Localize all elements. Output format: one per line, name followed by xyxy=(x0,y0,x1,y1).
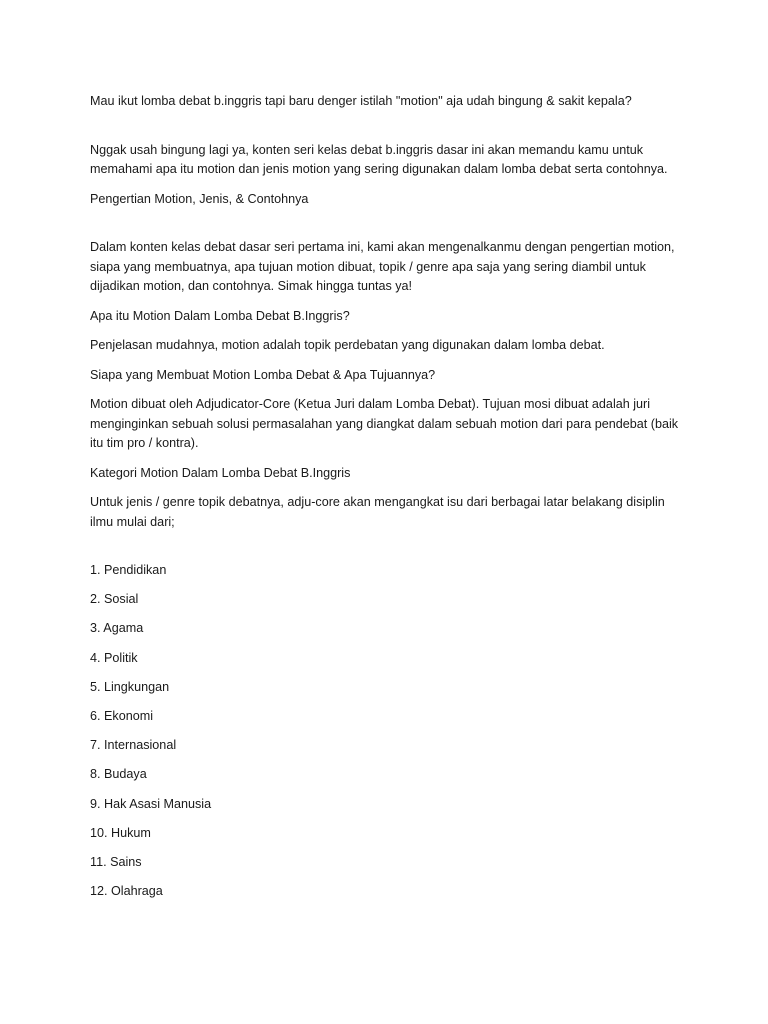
list-item: 2. Sosial xyxy=(90,592,139,607)
list-item: 7. Internasional xyxy=(90,738,177,753)
list-item: 3. Agama xyxy=(90,621,144,636)
answer-category: Untuk jenis / genre topik debatnya, adju-core akan mengangkat isu dari berbagai latar belakang disiplin ilmu mulai dari; xyxy=(90,495,665,529)
list-item: 8. Budaya xyxy=(90,767,147,782)
list-item: 11. Sains xyxy=(90,854,142,869)
heading-category: Kategori Motion Dalam Lomba Debat B.Inggris xyxy=(90,465,351,480)
answer-what: Penjelasan mudahnya, motion adalah topik perdebatan yang digunakan dalam lomba debat. xyxy=(90,338,605,352)
list-item: 12. Olahraga xyxy=(90,884,163,899)
intro-series: Dalam konten kelas debat dasar seri pertama ini, kami akan mengenalkanmu dengan pengertian motion, siapa yang membuatnya, apa tujuan motion dibuat, topik / genre apa saja yang sering diambil untuk dijadikan motion, dan contohnya. Simak hingga tuntas ya! xyxy=(90,240,675,293)
heading-what: Apa itu Motion Dalam Lomba Debat B.Inggris? xyxy=(90,308,350,323)
list-item: 4. Politik xyxy=(90,650,138,665)
intro-question: Mau ikut lomba debat b.inggris tapi baru denger istilah "motion" aja udah bingung & sakit kepala? xyxy=(90,94,632,108)
category-list xyxy=(90,561,690,902)
heading-who: Siapa yang Membuat Motion Lomba Debat & Apa Tujuannya? xyxy=(90,367,436,382)
answer-who: Motion dibuat oleh Adjudicator-Core (Ketua Juri dalam Lomba Debat). Tujuan mosi dibuat adalah juri menginginkan sebuah solusi permasalahan yang diangkat dalam sebuah motion dari para pendebat (baik itu tim pro / kontra). xyxy=(90,397,679,450)
heading-main: Pengertian Motion, Jenis, & Contohnya xyxy=(90,191,309,206)
list-item: 9. Hak Asasi Manusia xyxy=(90,796,212,811)
list-item: 5. Lingkungan xyxy=(90,679,170,694)
list-item: 1. Pendidikan xyxy=(90,563,167,577)
list-item: 10. Hukum xyxy=(90,825,151,840)
list-item: 6. Ekonomi xyxy=(90,708,153,723)
document-body xyxy=(90,92,690,911)
intro-answer: Nggak usah bingung lagi ya, konten seri kelas debat b.inggris dasar ini akan memandu kamu untuk memahami apa itu motion dan jenis motion yang sering digunakan dalam lomba debat serta contohnya. xyxy=(90,142,668,176)
